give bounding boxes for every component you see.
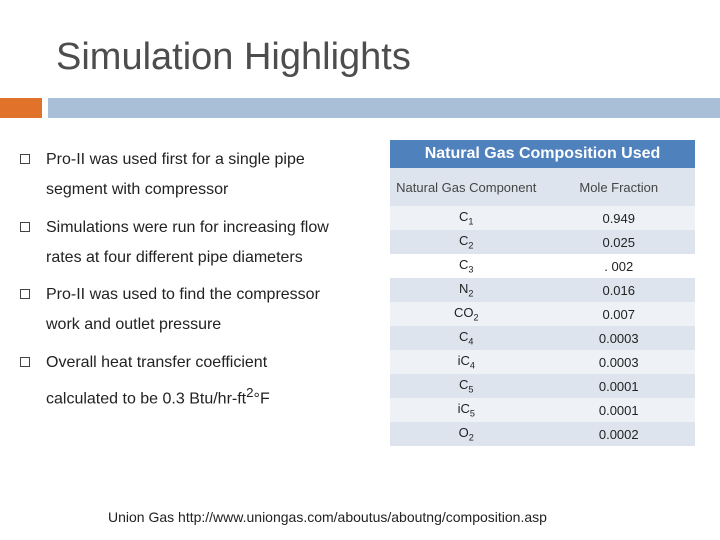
- bullet-line: [46, 378, 360, 414]
- component-cell: [390, 230, 543, 254]
- table-row: [390, 302, 695, 326]
- superscript: 2: [246, 385, 254, 400]
- square-bullet-icon: [20, 154, 30, 164]
- mole-fraction-cell: 0.0003: [543, 326, 696, 350]
- table-row: [390, 254, 695, 278]
- composition-table: [390, 168, 695, 446]
- component-cell: [390, 374, 543, 398]
- component-subscript: 3: [468, 264, 474, 275]
- bullet-line: Pro-II was used to find the compressor: [46, 286, 320, 303]
- bullet-item: [20, 280, 360, 340]
- component-cell: [390, 350, 543, 374]
- component-base: C: [459, 377, 469, 393]
- component-base: iC: [457, 353, 470, 369]
- square-bullet-icon: [20, 357, 30, 367]
- component-base: C: [459, 233, 469, 249]
- component-subscript: 5: [468, 384, 474, 395]
- column-header: Mole Fraction: [543, 168, 696, 206]
- component-subscript: 4: [468, 336, 474, 347]
- square-bullet-icon: [20, 289, 30, 299]
- mole-fraction-cell: 0.016: [543, 278, 696, 302]
- component-subscript: 2: [468, 288, 474, 299]
- bullet-item: [20, 348, 360, 414]
- component-subscript: 1: [468, 216, 474, 227]
- bullet-line-unit: °F: [253, 390, 270, 408]
- bullet-line: work and outlet pressure: [46, 316, 222, 333]
- bullet-line: rates at four different pipe diameters: [46, 249, 303, 266]
- component-base: iC: [457, 401, 470, 417]
- component-cell: [390, 326, 543, 350]
- table-row: [390, 350, 695, 374]
- accent-band-blue: [48, 98, 720, 118]
- component-subscript: 5: [469, 408, 475, 419]
- component-cell: [390, 398, 543, 422]
- table-row: [390, 206, 695, 230]
- component-base: N: [459, 281, 469, 297]
- bullet-line: Overall heat transfer coefficient: [46, 354, 268, 371]
- component-cell: [390, 302, 543, 326]
- accent-band-orange: [0, 98, 42, 118]
- mole-fraction-cell: 0.025: [543, 230, 696, 254]
- square-bullet-icon: [20, 222, 30, 232]
- component-base: O: [458, 425, 469, 441]
- bullet-line-text: calculated to be 0.3 Btu/hr-ft: [46, 390, 247, 408]
- mole-fraction-cell: 0.0003: [543, 350, 696, 374]
- mole-fraction-cell: 0.0001: [543, 398, 696, 422]
- component-cell: [390, 422, 543, 446]
- component-subscript: 4: [469, 360, 475, 371]
- table-header-row: [390, 168, 695, 206]
- component-base: C: [459, 329, 469, 345]
- component-base: C: [459, 209, 469, 225]
- component-cell: [390, 206, 543, 230]
- table-row: [390, 278, 695, 302]
- table-row: [390, 326, 695, 350]
- mole-fraction-cell: 0.0002: [543, 422, 696, 446]
- bullet-item: [20, 145, 360, 205]
- source-citation: Union Gas http://www.uniongas.com/aboutus/aboutng/composition.asp: [108, 509, 547, 525]
- component-cell: [390, 254, 543, 278]
- component-subscript: 2: [468, 240, 474, 251]
- bullet-line: Pro-II was used first for a single pipe: [46, 151, 305, 168]
- column-header: Natural Gas Component: [390, 168, 543, 206]
- table-row: [390, 230, 695, 254]
- table-title: Natural Gas Composition Used: [390, 140, 695, 168]
- mole-fraction-cell: . 002: [543, 254, 696, 278]
- component-base: CO: [453, 305, 474, 321]
- bullet-line: Simulations were run for increasing flow: [46, 219, 329, 236]
- component-subscript: 2: [468, 432, 474, 443]
- mole-fraction-cell: 0.0001: [543, 374, 696, 398]
- table-row: [390, 422, 695, 446]
- mole-fraction-cell: 0.007: [543, 302, 696, 326]
- bullet-line: segment with compressor: [46, 181, 229, 198]
- bullet-item: [20, 213, 360, 273]
- component-cell: [390, 278, 543, 302]
- component-subscript: 2: [473, 312, 479, 323]
- table-row: [390, 398, 695, 422]
- slide-title: Simulation Highlights: [56, 36, 411, 78]
- mole-fraction-cell: 0.949: [543, 206, 696, 230]
- table-row: [390, 374, 695, 398]
- component-base: C: [459, 257, 469, 273]
